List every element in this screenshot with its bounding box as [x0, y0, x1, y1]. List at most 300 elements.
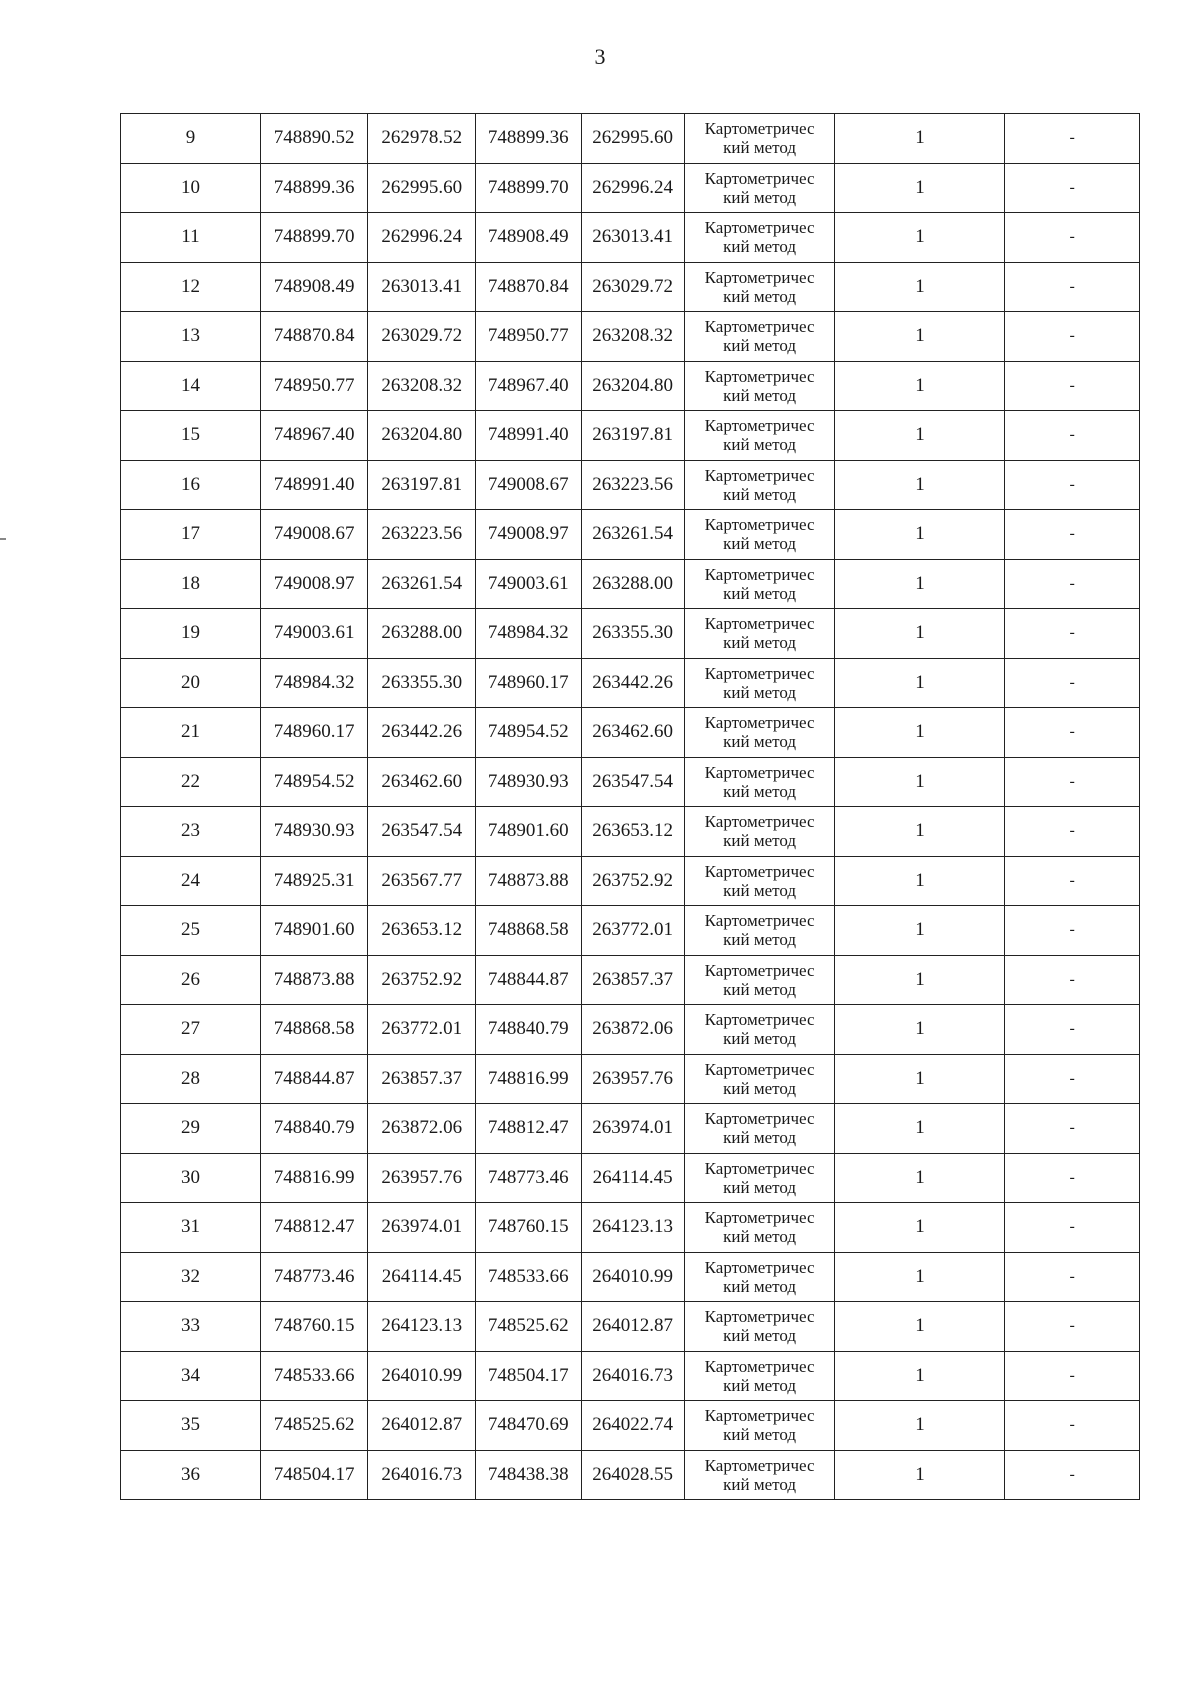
method-line-2: кий метод [723, 286, 797, 306]
method-line-1: Картометричес [704, 1257, 815, 1277]
method-line-2: кий метод [723, 484, 797, 504]
scan-edge-mark [0, 538, 6, 540]
x1-cell: 749003.61 [260, 609, 368, 659]
x2-cell: 748812.47 [476, 1104, 581, 1154]
x2-cell: 748760.15 [476, 1203, 581, 1253]
y2-cell: 263957.76 [581, 1054, 684, 1104]
x1-cell: 749008.97 [260, 559, 368, 609]
method-line-2: кий метод [723, 1375, 797, 1395]
point-number-cell: 31 [121, 1203, 261, 1253]
x2-cell: 748438.38 [476, 1450, 581, 1500]
method-line-2: кий метод [723, 1177, 797, 1197]
note-cell: - [1005, 658, 1140, 708]
x1-cell: 748954.52 [260, 757, 368, 807]
method-line-2: кий метод [723, 1128, 797, 1148]
method-cell [684, 213, 835, 263]
y2-cell: 263857.37 [581, 955, 684, 1005]
x1-cell: 748960.17 [260, 708, 368, 758]
y2-cell: 264012.87 [581, 1302, 684, 1352]
accuracy-cell: 1 [835, 163, 1005, 213]
method-cell [684, 114, 835, 164]
table-row [121, 460, 1140, 510]
method-cell [684, 312, 835, 362]
method-cell [684, 856, 835, 906]
x2-cell: 748901.60 [476, 807, 581, 857]
method-cell [684, 658, 835, 708]
table-row [121, 1005, 1140, 1055]
method-cell [684, 1104, 835, 1154]
x2-cell: 748844.87 [476, 955, 581, 1005]
y2-cell: 263029.72 [581, 262, 684, 312]
y2-cell: 263772.01 [581, 906, 684, 956]
y1-cell: 263223.56 [368, 510, 476, 560]
table-row [121, 609, 1140, 659]
x1-cell: 749008.67 [260, 510, 368, 560]
y2-cell: 263288.00 [581, 559, 684, 609]
method-cell [684, 757, 835, 807]
y2-cell: 262995.60 [581, 114, 684, 164]
method-cell [684, 411, 835, 461]
point-number-cell: 23 [121, 807, 261, 857]
y1-cell: 263029.72 [368, 312, 476, 362]
note-cell: - [1005, 609, 1140, 659]
y2-cell: 263547.54 [581, 757, 684, 807]
method-line-2: кий метод [723, 831, 797, 851]
x2-cell: 748899.70 [476, 163, 581, 213]
accuracy-cell: 1 [835, 856, 1005, 906]
y1-cell: 263288.00 [368, 609, 476, 659]
x1-cell: 748816.99 [260, 1153, 368, 1203]
y1-cell: 262978.52 [368, 114, 476, 164]
note-cell: - [1005, 510, 1140, 560]
accuracy-cell: 1 [835, 1302, 1005, 1352]
method-line-1: Картометричес [704, 564, 815, 584]
note-cell: - [1005, 312, 1140, 362]
point-number-cell: 13 [121, 312, 261, 362]
y2-cell: 262996.24 [581, 163, 684, 213]
method-line-2: кий метод [723, 781, 797, 801]
method-cell [684, 1401, 835, 1451]
y2-cell: 263208.32 [581, 312, 684, 362]
table-row [121, 1401, 1140, 1451]
accuracy-cell: 1 [835, 1005, 1005, 1055]
method-cell [684, 1153, 835, 1203]
y1-cell: 263752.92 [368, 955, 476, 1005]
method-line-2: кий метод [723, 1425, 797, 1445]
y2-cell: 263752.92 [581, 856, 684, 906]
method-line-1: Картометричес [704, 614, 815, 634]
method-cell [684, 460, 835, 510]
x1-cell: 748899.70 [260, 213, 368, 263]
table-row [121, 411, 1140, 461]
table-row [121, 262, 1140, 312]
method-cell [684, 559, 835, 609]
note-cell: - [1005, 757, 1140, 807]
method-cell [684, 361, 835, 411]
point-number-cell: 35 [121, 1401, 261, 1451]
y2-cell: 264114.45 [581, 1153, 684, 1203]
method-line-1: Картометричес [704, 416, 815, 436]
method-line-1: Картометричес [704, 861, 815, 881]
method-line-1: Картометричес [704, 1406, 815, 1426]
method-line-2: кий метод [723, 1029, 797, 1049]
x1-cell: 748967.40 [260, 411, 368, 461]
x2-cell: 748870.84 [476, 262, 581, 312]
accuracy-cell: 1 [835, 312, 1005, 362]
x2-cell: 748525.62 [476, 1302, 581, 1352]
note-cell: - [1005, 1054, 1140, 1104]
point-number-cell: 34 [121, 1351, 261, 1401]
table-row [121, 361, 1140, 411]
method-cell [684, 1005, 835, 1055]
point-number-cell: 10 [121, 163, 261, 213]
y1-cell: 263208.32 [368, 361, 476, 411]
y1-cell: 264114.45 [368, 1252, 476, 1302]
point-number-cell: 26 [121, 955, 261, 1005]
table-row [121, 856, 1140, 906]
table-row [121, 658, 1140, 708]
method-line-2: кий метод [723, 682, 797, 702]
y1-cell: 263772.01 [368, 1005, 476, 1055]
y1-cell: 263957.76 [368, 1153, 476, 1203]
note-cell: - [1005, 1153, 1140, 1203]
note-cell: - [1005, 1252, 1140, 1302]
y2-cell: 263204.80 [581, 361, 684, 411]
method-line-1: Картометричес [704, 762, 815, 782]
method-line-2: кий метод [723, 1326, 797, 1346]
x1-cell: 748812.47 [260, 1203, 368, 1253]
accuracy-cell: 1 [835, 411, 1005, 461]
x1-cell: 748984.32 [260, 658, 368, 708]
coordinates-table-body [121, 114, 1140, 1500]
x1-cell: 748773.46 [260, 1252, 368, 1302]
accuracy-cell: 1 [835, 1153, 1005, 1203]
method-line-1: Картометричес [704, 911, 815, 931]
point-number-cell: 15 [121, 411, 261, 461]
method-line-2: кий метод [723, 385, 797, 405]
table-row [121, 1351, 1140, 1401]
method-cell [684, 955, 835, 1005]
point-number-cell: 27 [121, 1005, 261, 1055]
coordinates-table [120, 113, 1140, 1500]
accuracy-cell: 1 [835, 1054, 1005, 1104]
method-line-1: Картометричес [704, 218, 815, 238]
table-row [121, 1054, 1140, 1104]
method-line-1: Картометричес [704, 1158, 815, 1178]
table-row [121, 757, 1140, 807]
method-cell [684, 906, 835, 956]
y2-cell: 264028.55 [581, 1450, 684, 1500]
x1-cell: 748890.52 [260, 114, 368, 164]
point-number-cell: 24 [121, 856, 261, 906]
point-number-cell: 32 [121, 1252, 261, 1302]
y1-cell: 264016.73 [368, 1450, 476, 1500]
table-row [121, 312, 1140, 362]
x2-cell: 748504.17 [476, 1351, 581, 1401]
table-row [121, 213, 1140, 263]
accuracy-cell: 1 [835, 361, 1005, 411]
table-row [121, 807, 1140, 857]
page-number: 3 [594, 44, 606, 69]
table-row [121, 1153, 1140, 1203]
point-number-cell: 36 [121, 1450, 261, 1500]
method-line-2: кий метод [723, 534, 797, 554]
x1-cell: 748840.79 [260, 1104, 368, 1154]
accuracy-cell: 1 [835, 955, 1005, 1005]
method-cell [684, 1450, 835, 1500]
method-line-2: кий метод [723, 880, 797, 900]
accuracy-cell: 1 [835, 460, 1005, 510]
y2-cell: 264010.99 [581, 1252, 684, 1302]
method-line-1: Картометричес [704, 1109, 815, 1129]
x1-cell: 748504.17 [260, 1450, 368, 1500]
x2-cell: 748991.40 [476, 411, 581, 461]
note-cell: - [1005, 1351, 1140, 1401]
point-number-cell: 25 [121, 906, 261, 956]
accuracy-cell: 1 [835, 510, 1005, 560]
table-row [121, 559, 1140, 609]
method-line-1: Картометричес [704, 663, 815, 683]
method-line-1: Картометричес [704, 1455, 815, 1475]
x1-cell: 748899.36 [260, 163, 368, 213]
point-number-cell: 14 [121, 361, 261, 411]
method-line-2: кий метод [723, 435, 797, 455]
y1-cell: 263567.77 [368, 856, 476, 906]
point-number-cell: 16 [121, 460, 261, 510]
method-cell [684, 163, 835, 213]
method-line-1: Картометричес [704, 465, 815, 485]
accuracy-cell: 1 [835, 213, 1005, 263]
y1-cell: 263974.01 [368, 1203, 476, 1253]
x1-cell: 748868.58 [260, 1005, 368, 1055]
y2-cell: 263462.60 [581, 708, 684, 758]
x2-cell: 748908.49 [476, 213, 581, 263]
x2-cell: 749008.97 [476, 510, 581, 560]
method-line-2: кий метод [723, 583, 797, 603]
method-line-1: Картометричес [704, 1208, 815, 1228]
y2-cell: 263261.54 [581, 510, 684, 560]
y1-cell: 264012.87 [368, 1401, 476, 1451]
point-number-cell: 22 [121, 757, 261, 807]
x2-cell: 749003.61 [476, 559, 581, 609]
note-cell: - [1005, 213, 1140, 263]
note-cell: - [1005, 1401, 1140, 1451]
point-number-cell: 17 [121, 510, 261, 560]
table-row [121, 708, 1140, 758]
x2-cell: 748930.93 [476, 757, 581, 807]
x1-cell: 748870.84 [260, 312, 368, 362]
accuracy-cell: 1 [835, 262, 1005, 312]
y1-cell: 263197.81 [368, 460, 476, 510]
x2-cell: 748470.69 [476, 1401, 581, 1451]
method-line-2: кий метод [723, 237, 797, 257]
table-row [121, 1252, 1140, 1302]
method-line-2: кий метод [723, 1227, 797, 1247]
x1-cell: 748760.15 [260, 1302, 368, 1352]
x2-cell: 748773.46 [476, 1153, 581, 1203]
accuracy-cell: 1 [835, 658, 1005, 708]
y2-cell: 263974.01 [581, 1104, 684, 1154]
table-row [121, 1104, 1140, 1154]
table-row [121, 955, 1140, 1005]
point-number-cell: 20 [121, 658, 261, 708]
x2-cell: 748816.99 [476, 1054, 581, 1104]
x2-cell: 748950.77 [476, 312, 581, 362]
note-cell: - [1005, 1005, 1140, 1055]
note-cell: - [1005, 1450, 1140, 1500]
x2-cell: 748873.88 [476, 856, 581, 906]
y2-cell: 263872.06 [581, 1005, 684, 1055]
accuracy-cell: 1 [835, 906, 1005, 956]
y2-cell: 264016.73 [581, 1351, 684, 1401]
method-cell [684, 262, 835, 312]
y2-cell: 263013.41 [581, 213, 684, 263]
point-number-cell: 11 [121, 213, 261, 263]
method-line-1: Картометричес [704, 515, 815, 535]
x2-cell: 748840.79 [476, 1005, 581, 1055]
table-row [121, 1302, 1140, 1352]
note-cell: - [1005, 460, 1140, 510]
note-cell: - [1005, 361, 1140, 411]
y2-cell: 263653.12 [581, 807, 684, 857]
note-cell: - [1005, 1203, 1140, 1253]
x1-cell: 748873.88 [260, 955, 368, 1005]
method-cell [684, 1203, 835, 1253]
method-line-2: кий метод [723, 336, 797, 356]
y2-cell: 264022.74 [581, 1401, 684, 1451]
note-cell: - [1005, 1104, 1140, 1154]
method-cell [684, 708, 835, 758]
method-line-2: кий метод [723, 1078, 797, 1098]
accuracy-cell: 1 [835, 807, 1005, 857]
point-number-cell: 18 [121, 559, 261, 609]
accuracy-cell: 1 [835, 1351, 1005, 1401]
y1-cell: 263653.12 [368, 906, 476, 956]
point-number-cell: 28 [121, 1054, 261, 1104]
method-line-2: кий метод [723, 732, 797, 752]
table-row [121, 510, 1140, 560]
note-cell: - [1005, 163, 1140, 213]
y1-cell: 263261.54 [368, 559, 476, 609]
note-cell: - [1005, 559, 1140, 609]
table-row [121, 1203, 1140, 1253]
table-row [121, 163, 1140, 213]
method-cell [684, 609, 835, 659]
y1-cell: 263442.26 [368, 708, 476, 758]
accuracy-cell: 1 [835, 114, 1005, 164]
method-line-2: кий метод [723, 930, 797, 950]
accuracy-cell: 1 [835, 1203, 1005, 1253]
x1-cell: 748844.87 [260, 1054, 368, 1104]
point-number-cell: 12 [121, 262, 261, 312]
y1-cell: 263547.54 [368, 807, 476, 857]
x1-cell: 748991.40 [260, 460, 368, 510]
method-line-2: кий метод [723, 1474, 797, 1494]
y2-cell: 264123.13 [581, 1203, 684, 1253]
method-cell [684, 1351, 835, 1401]
point-number-cell: 29 [121, 1104, 261, 1154]
y1-cell: 262996.24 [368, 213, 476, 263]
y2-cell: 263355.30 [581, 609, 684, 659]
y2-cell: 263197.81 [581, 411, 684, 461]
method-cell [684, 807, 835, 857]
y1-cell: 263462.60 [368, 757, 476, 807]
method-line-2: кий метод [723, 187, 797, 207]
method-line-1: Картометричес [704, 317, 815, 337]
method-line-1: Картометричес [704, 1356, 815, 1376]
point-number-cell: 9 [121, 114, 261, 164]
note-cell: - [1005, 807, 1140, 857]
note-cell: - [1005, 411, 1140, 461]
y1-cell: 262995.60 [368, 163, 476, 213]
method-line-1: Картометричес [704, 168, 815, 188]
method-line-1: Картометричес [704, 366, 815, 386]
note-cell: - [1005, 856, 1140, 906]
table-row [121, 114, 1140, 164]
accuracy-cell: 1 [835, 1104, 1005, 1154]
method-cell [684, 1252, 835, 1302]
x1-cell: 748908.49 [260, 262, 368, 312]
note-cell: - [1005, 1302, 1140, 1352]
accuracy-cell: 1 [835, 708, 1005, 758]
note-cell: - [1005, 262, 1140, 312]
note-cell: - [1005, 906, 1140, 956]
method-line-1: Картометричес [704, 119, 815, 139]
method-line-1: Картометричес [704, 713, 815, 733]
accuracy-cell: 1 [835, 1252, 1005, 1302]
accuracy-cell: 1 [835, 1401, 1005, 1451]
y1-cell: 263204.80 [368, 411, 476, 461]
note-cell: - [1005, 955, 1140, 1005]
accuracy-cell: 1 [835, 757, 1005, 807]
point-number-cell: 33 [121, 1302, 261, 1352]
x1-cell: 748950.77 [260, 361, 368, 411]
y1-cell: 264123.13 [368, 1302, 476, 1352]
x1-cell: 748901.60 [260, 906, 368, 956]
y1-cell: 263355.30 [368, 658, 476, 708]
y1-cell: 263013.41 [368, 262, 476, 312]
method-line-1: Картометричес [704, 267, 815, 287]
table-row [121, 1450, 1140, 1500]
x1-cell: 748525.62 [260, 1401, 368, 1451]
x2-cell: 748984.32 [476, 609, 581, 659]
y1-cell: 263872.06 [368, 1104, 476, 1154]
x2-cell: 748899.36 [476, 114, 581, 164]
x2-cell: 748868.58 [476, 906, 581, 956]
y1-cell: 264010.99 [368, 1351, 476, 1401]
y2-cell: 263223.56 [581, 460, 684, 510]
method-line-2: кий метод [723, 138, 797, 158]
accuracy-cell: 1 [835, 559, 1005, 609]
x1-cell: 748925.31 [260, 856, 368, 906]
method-line-2: кий метод [723, 979, 797, 999]
x1-cell: 748533.66 [260, 1351, 368, 1401]
point-number-cell: 21 [121, 708, 261, 758]
x2-cell: 748533.66 [476, 1252, 581, 1302]
method-line-1: Картометричес [704, 812, 815, 832]
method-line-1: Картометричес [704, 1010, 815, 1030]
note-cell: - [1005, 708, 1140, 758]
x1-cell: 748930.93 [260, 807, 368, 857]
y1-cell: 263857.37 [368, 1054, 476, 1104]
accuracy-cell: 1 [835, 1450, 1005, 1500]
method-line-1: Картометричес [704, 960, 815, 980]
table-row [121, 906, 1140, 956]
method-line-1: Картометричес [704, 1059, 815, 1079]
y2-cell: 263442.26 [581, 658, 684, 708]
x2-cell: 748954.52 [476, 708, 581, 758]
method-cell [684, 510, 835, 560]
